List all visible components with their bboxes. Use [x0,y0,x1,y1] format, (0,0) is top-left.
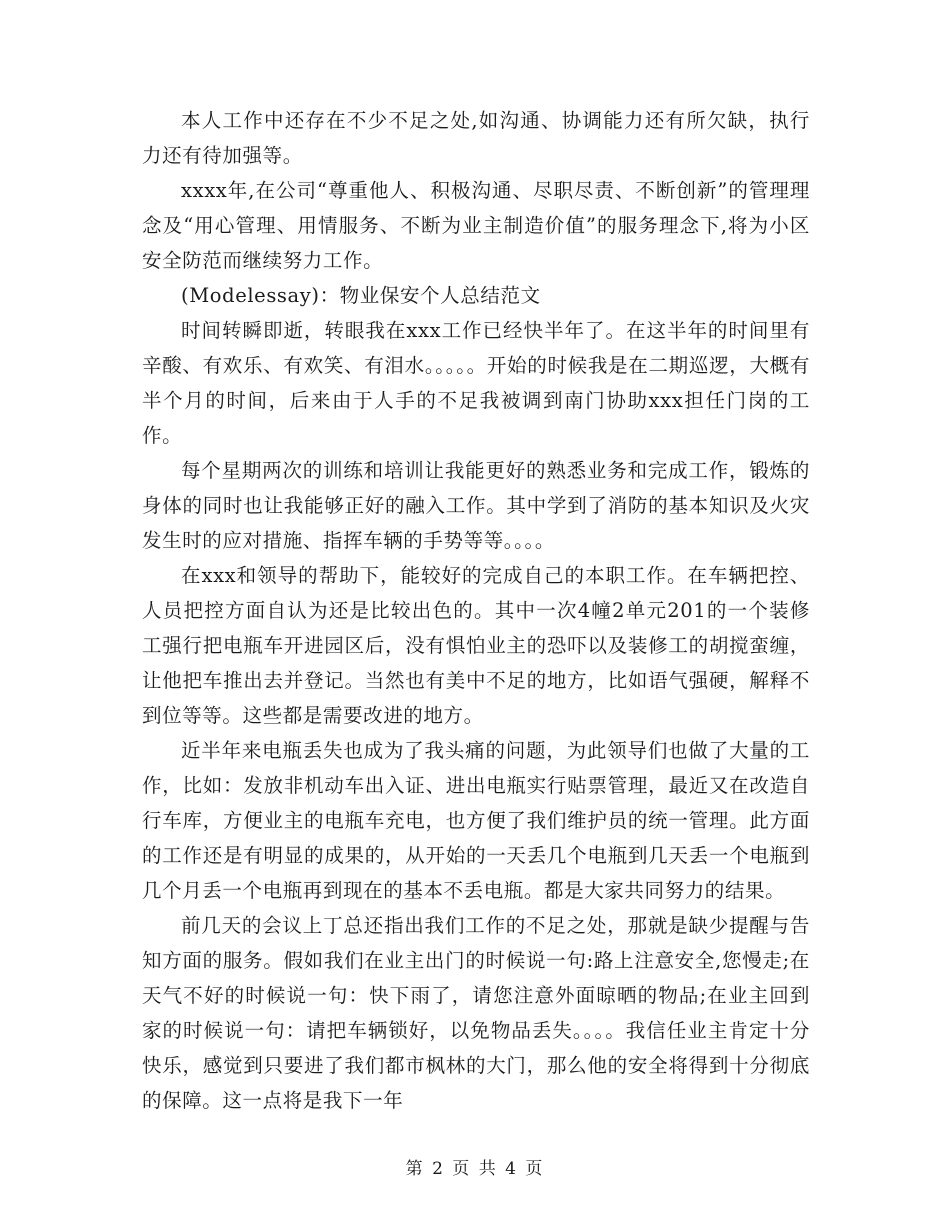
paragraph-7: 近半年来电瓶丢失也成为了我头痛的问题，为此领导们也做了大量的工作，比如：发放非机动车出入证、进出电瓶实行贴票管理，最近又在改造自行车库，方便业主的电瓶车充电，也方便了我们维护员的统一管理。此方面的工作还是有明显的成果的，从开始的一天丢几个电瓶到几天丢一个电瓶到几个月丢一个电瓶再到现在的基本不丢电瓶。都是大家共同努力的结果。 [142,739,810,902]
paragraph-5: 每个星期两次的训练和培训让我能更好的熟悉业务和完成工作，锻炼的身体的同时也让我能够正好的融入工作。其中学到了消防的基本知识及火灾发生时的应对措施、指挥车辆的手势等等。。。。 [142,459,810,552]
paragraph-2: xxxx年,在公司“尊重他人、积极沟通、尽职尽责、不断创新”的管理理念及“用心管理、用情服务、不断为业主制造价值”的服务理念下,将为小区安全防范而继续努力工作。 [142,179,810,272]
paragraph-3-heading: (Modelessay)：物业保安个人总结范文 [181,284,541,307]
body-text [142,103,810,1118]
paragraph-6: 在xxx和领导的帮助下，能较好的完成自己的本职工作。在车辆把控、人员把控方面自认为还是比较出色的。其中一次4幢2单元201的一个装修工强行把电瓶车开进园区后，没有惧怕业主的恐吓以及装修工的胡搅蛮缠，让他把车推出去并登记。当然也有美中不足的地方，比如语气强硬，解释不到位等等。这些都是需要改进的地方。 [142,564,810,727]
page-number-footer: 第 2 页 共 4 页 [405,1159,545,1179]
paragraph-8: 前几天的会议上丁总还指出我们工作的不足之处，那就是缺少提醒与告知方面的服务。假如我们在业主出门的时候说一句:路上注意安全,您慢走;在天气不好的时候说一句：快下雨了，请您注意外面晾晒的物品;在业主回到家的时候说一句：请把车辆锁好，以免物品丢失。。。。我信任业主肯定十分快乐，感觉到只要进了我们都市枫林的大门，那么他的安全将得到十分彻底的保障。这一点将是我下一年 [142,914,810,1112]
paragraph-1: 本人工作中还存在不少不足之处,如沟通、协调能力还有所欠缺，执行力还有待加强等。 [142,109,810,167]
paragraph-4: 时间转瞬即逝，转眼我在xxx工作已经快半年了。在这半年的时间里有辛酸、有欢乐、有欢笑、有泪水。。。。。开始的时候我是在二期巡逻，大概有半个月的时间，后来由于人手的不足我被调到南门协助xxx担任门岗的工作。 [142,319,810,447]
